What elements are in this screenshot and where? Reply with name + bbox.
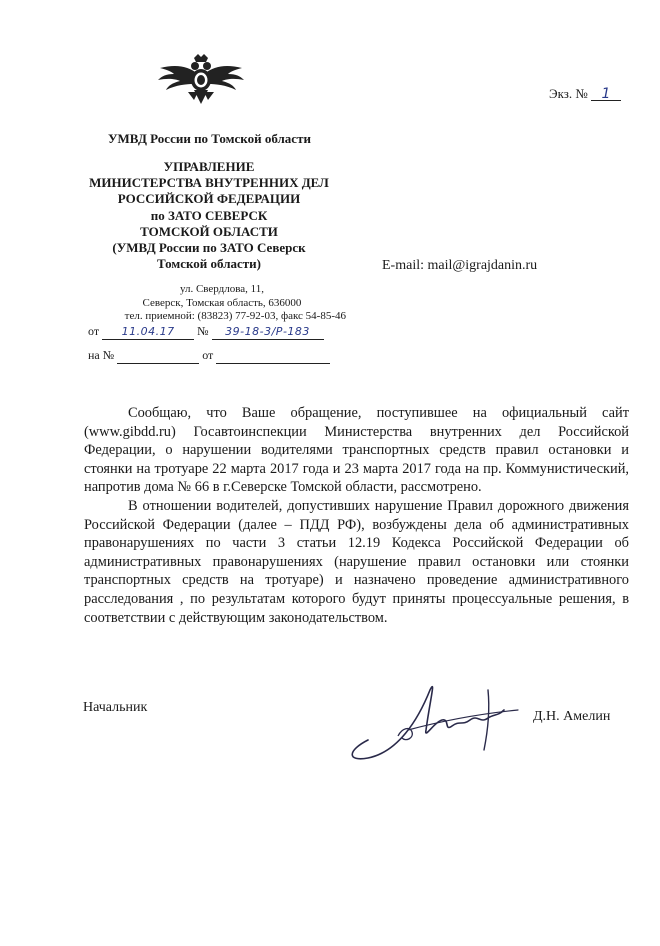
address-line: тел. приемной: (83823) 77-92-03, факс 54-85-46 [124,310,346,322]
number-label: № [197,324,209,338]
from-label: от [88,324,100,338]
department-line: РОССИЙСКОЙ ФЕДЕРАЦИИ [117,191,301,207]
address-line: ул. Свердлова, 11, [179,283,265,295]
outgoing-reference [88,324,324,340]
address-line: Северск, Томская область, 636000 [142,296,302,309]
department-line: (УМВД России по ЗАТО Северск [112,240,306,256]
body-paragraph: В отношении водителей, допустивших нарушение Правил дорожного движения Российской Федерации (далее – ПДД РФ), возбуждены дела об административных правонарушениях по части 3 статьи 12.19 Кодекса Российской Федерации об административных правонарушениях (нарушение правил остановки или стоянки транспортных средств на тротуаре) и назначено проведение административного расследования , по результатам которого будут приняты процессуальные решения, в соответствии с действующим законодательством. [84,497,629,626]
re-number-label: на № [88,348,115,362]
department-line: МИНИСТЕРСТВА ВНУТРЕННИХ ДЕЛ [89,175,329,191]
re-from-label: от [202,348,214,362]
copy-number-value: 1 [591,88,621,101]
department-line: Томской области) [157,256,261,272]
handwritten-signature-icon [338,670,538,770]
department-line: ТОМСКОЙ ОБЛАСТИ [140,223,278,239]
organization-top: УМВД России по Томской области [108,131,311,146]
body-paragraph: Сообщаю, что Ваше обращение, поступившее на официальный сайт (www.gibdd.ru) Госавтоинспекции Министерства внутренних дел Российской Федерации, о нарушении водителями транспортных средств правил остановки и стоянки на тротуаре 22 марта 2017 года и 23 марта 2017 года на пр. Коммунистический, напротив дома № 66 в г.Северске Томской области, рассмотрено. [84,405,629,496]
address-block [112,283,346,324]
signer-title: Начальник [83,700,148,715]
letter-body [84,404,629,627]
department-line: по ЗАТО СЕВЕРСК [150,207,268,223]
email-address: E-mail: mail@igrajdanin.ru [382,258,538,273]
outgoing-date: 11.04.17 [121,325,175,338]
mvd-eagle-emblem-icon [158,52,244,112]
copy-number-label: Экз. № [549,86,588,101]
copy-number-field [549,86,621,102]
outgoing-number: 39-18-3/Р-183 [225,325,310,338]
signer-name: Д.Н. Амелин [533,709,611,724]
department-name-block [88,159,330,272]
incoming-reference [88,348,330,364]
department-line: УПРАВЛЕНИЕ [163,159,255,174]
